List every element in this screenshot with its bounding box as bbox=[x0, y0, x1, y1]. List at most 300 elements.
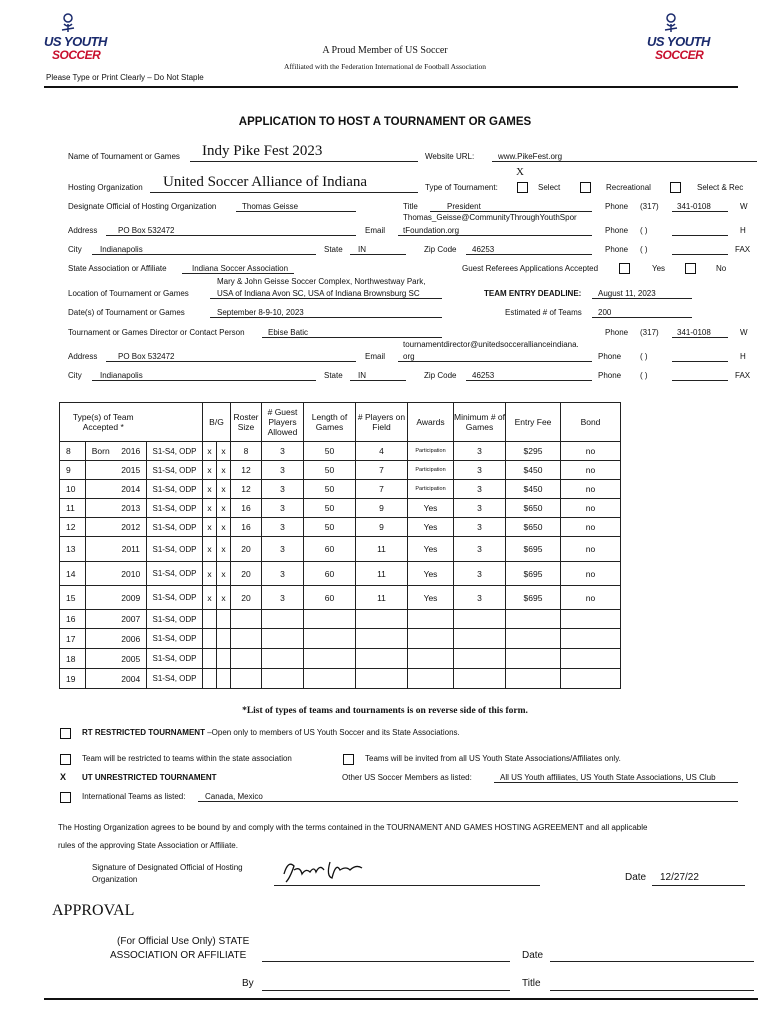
zip-line bbox=[466, 254, 592, 255]
phone-label: Phone bbox=[605, 328, 629, 337]
year-cell: 2013 bbox=[116, 499, 147, 518]
roster-cell[interactable]: 20 bbox=[231, 537, 262, 562]
guest-referees-no-checkbox[interactable] bbox=[685, 263, 696, 274]
age-cell: 16 bbox=[60, 610, 86, 629]
home-phone-area[interactable]: ( ) bbox=[640, 226, 648, 235]
type-select-mark: X bbox=[516, 166, 524, 178]
length-cell[interactable]: 60 bbox=[304, 537, 356, 562]
awards-cell[interactable] bbox=[408, 629, 454, 649]
min-games-cell[interactable]: 3 bbox=[454, 562, 506, 586]
age-cell: 17 bbox=[60, 629, 86, 649]
state-restricted-checkbox[interactable] bbox=[60, 754, 71, 765]
approval-by-line[interactable] bbox=[262, 990, 510, 991]
footer-rule bbox=[44, 998, 758, 1000]
guest-cell[interactable] bbox=[262, 669, 304, 689]
level-cell[interactable]: S1-S4, ODP bbox=[147, 442, 203, 461]
length-cell[interactable]: 50 bbox=[304, 480, 356, 499]
length-cell[interactable]: 60 bbox=[304, 562, 356, 586]
title-input[interactable]: President bbox=[447, 202, 481, 211]
director-state-input[interactable]: IN bbox=[358, 371, 366, 380]
table-row bbox=[60, 518, 621, 537]
bond-cell[interactable] bbox=[561, 649, 621, 669]
affiliation-line: Affiliated with the Federation International de Football Association bbox=[283, 62, 487, 71]
boys-cell[interactable]: x bbox=[203, 518, 217, 537]
age-cell: 14 bbox=[60, 562, 86, 586]
fax-label: FAX bbox=[735, 245, 751, 254]
age-cell: 8 bbox=[60, 442, 86, 461]
age-cell: 15 bbox=[60, 586, 86, 610]
invited-all-label: Teams will be invited from all US Youth State Associations/Affiliates only. bbox=[365, 754, 621, 763]
girls-cell[interactable] bbox=[217, 629, 231, 649]
awards-cell[interactable]: Yes bbox=[408, 537, 454, 562]
director-name-input[interactable]: Ebise Batic bbox=[268, 328, 309, 337]
type-select-checkbox[interactable] bbox=[517, 182, 528, 193]
year-cell: 2006 bbox=[116, 629, 147, 649]
approval-title-line[interactable] bbox=[550, 990, 754, 991]
min-games-cell[interactable] bbox=[454, 629, 506, 649]
roster-cell[interactable]: 8 bbox=[231, 442, 262, 461]
unrestricted-mark[interactable]: X bbox=[60, 772, 67, 782]
guest-cell[interactable]: 3 bbox=[262, 442, 304, 461]
min-games-cell[interactable]: 3 bbox=[454, 461, 506, 480]
length-cell[interactable] bbox=[304, 669, 356, 689]
girls-cell[interactable] bbox=[217, 610, 231, 629]
min-games-cell[interactable]: 3 bbox=[454, 586, 506, 610]
header-guest: # Guest Players Allowed bbox=[262, 403, 304, 442]
director-email-line2[interactable]: org bbox=[403, 352, 415, 361]
length-cell[interactable]: 60 bbox=[304, 586, 356, 610]
age-cell: 10 bbox=[60, 480, 86, 499]
restricted-label: RT RESTRICTED TOURNAMENT bbox=[82, 728, 205, 737]
level-cell[interactable]: S1-S4, ODP bbox=[147, 518, 203, 537]
header-roster: Roster Size bbox=[231, 403, 262, 442]
players-cell[interactable] bbox=[356, 629, 408, 649]
guest-cell[interactable]: 3 bbox=[262, 562, 304, 586]
players-cell[interactable]: 7 bbox=[356, 480, 408, 499]
fax-area[interactable]: ( ) bbox=[640, 245, 648, 254]
table-row bbox=[60, 610, 621, 629]
boys-cell[interactable]: x bbox=[203, 562, 217, 586]
boys-cell[interactable] bbox=[203, 610, 217, 629]
director-fax[interactable]: ( ) bbox=[640, 371, 648, 380]
age-cell: 13 bbox=[60, 537, 86, 562]
fee-cell[interactable]: $695 bbox=[506, 586, 561, 610]
level-cell[interactable]: S1-S4, ODP bbox=[147, 562, 203, 586]
form-title: APPLICATION TO HOST A TOURNAMENT OR GAMES bbox=[238, 116, 532, 128]
fee-cell[interactable]: $650 bbox=[506, 499, 561, 518]
dates-input[interactable]: September 8-9-10, 2023 bbox=[217, 308, 304, 317]
girls-cell[interactable]: x bbox=[217, 442, 231, 461]
bond-cell[interactable] bbox=[561, 629, 621, 649]
agreement-text-line2: rules of the approving State Association or Affiliate. bbox=[58, 841, 238, 850]
born-cell bbox=[86, 649, 116, 669]
official-name-input[interactable]: Thomas Geisse bbox=[242, 202, 299, 211]
year-cell: 2016 bbox=[116, 442, 147, 461]
city-label: City bbox=[68, 371, 82, 380]
signature-line bbox=[274, 885, 540, 886]
players-cell[interactable]: 9 bbox=[356, 499, 408, 518]
born-cell bbox=[86, 586, 116, 610]
boys-cell[interactable] bbox=[203, 629, 217, 649]
table-row bbox=[60, 649, 621, 669]
email-input-line2[interactable]: tFoundation.org bbox=[403, 226, 460, 235]
tournament-name-input[interactable]: Indy Pike Fest 2023 bbox=[202, 143, 323, 159]
bond-cell[interactable]: no bbox=[561, 461, 621, 480]
zip-input[interactable]: 46253 bbox=[472, 245, 495, 254]
guest-cell[interactable]: 3 bbox=[262, 461, 304, 480]
min-games-cell[interactable] bbox=[454, 610, 506, 629]
tournament-name-label: Name of Tournament or Games bbox=[68, 152, 180, 161]
hosting-org-input[interactable]: United Soccer Alliance of Indiana bbox=[163, 174, 368, 190]
girls-cell[interactable] bbox=[217, 669, 231, 689]
boys-cell[interactable] bbox=[203, 649, 217, 669]
international-checkbox[interactable] bbox=[60, 792, 71, 803]
approval-title-label: Title bbox=[522, 978, 541, 989]
unrestricted-label: UT UNRESTRICTED TOURNAMENT bbox=[82, 773, 217, 782]
roster-cell[interactable] bbox=[231, 629, 262, 649]
title-label: Title bbox=[403, 202, 418, 211]
players-cell[interactable] bbox=[356, 610, 408, 629]
min-games-cell[interactable] bbox=[454, 669, 506, 689]
fax-label: FAX bbox=[735, 371, 751, 380]
location-input-line1[interactable]: Mary & John Geisse Soccer Complex, Northwestway Park, bbox=[217, 277, 426, 286]
logo-text-top: US YOUTH bbox=[647, 34, 710, 49]
roster-cell[interactable] bbox=[231, 669, 262, 689]
min-games-cell[interactable]: 3 bbox=[454, 518, 506, 537]
tournament-type-label: Type of Tournament: bbox=[425, 183, 498, 192]
girls-cell[interactable]: x bbox=[217, 562, 231, 586]
address-line bbox=[106, 235, 356, 236]
born-cell bbox=[86, 669, 116, 689]
table-row bbox=[60, 562, 621, 586]
director-city-input[interactable]: Indianapolis bbox=[100, 371, 143, 380]
players-cell[interactable]: 11 bbox=[356, 586, 408, 610]
location-line bbox=[210, 298, 442, 299]
length-cell[interactable] bbox=[304, 610, 356, 629]
fee-cell[interactable]: $650 bbox=[506, 518, 561, 537]
length-cell[interactable] bbox=[304, 629, 356, 649]
director-phone-area[interactable]: (317) bbox=[640, 328, 659, 337]
level-cell[interactable]: S1-S4, ODP bbox=[147, 480, 203, 499]
table-row bbox=[60, 586, 621, 610]
girls-cell[interactable]: x bbox=[217, 518, 231, 537]
director-home-phone[interactable]: ( ) bbox=[640, 352, 648, 361]
director-email-line1[interactable]: tournamentdirector@unitedsoccerallianceindiana. bbox=[403, 340, 579, 349]
players-cell[interactable]: 9 bbox=[356, 518, 408, 537]
approval-date-line[interactable] bbox=[550, 961, 754, 962]
age-cell: 12 bbox=[60, 518, 86, 537]
length-cell[interactable]: 50 bbox=[304, 461, 356, 480]
city-label: City bbox=[68, 245, 82, 254]
director-phone-number[interactable]: 341-0108 bbox=[677, 328, 711, 337]
fee-cell[interactable] bbox=[506, 610, 561, 629]
logo-left bbox=[42, 12, 112, 64]
city-line bbox=[92, 254, 316, 255]
bond-cell[interactable]: no bbox=[561, 499, 621, 518]
awards-cell[interactable]: Yes bbox=[408, 518, 454, 537]
association-label: State Association or Affiliate bbox=[68, 264, 167, 273]
players-cell[interactable] bbox=[356, 649, 408, 669]
official-phone-area[interactable]: (317) bbox=[640, 202, 659, 211]
state-input[interactable]: IN bbox=[358, 245, 366, 254]
guest-cell[interactable]: 3 bbox=[262, 537, 304, 562]
phone-line bbox=[672, 361, 728, 362]
phone-label: Phone bbox=[605, 202, 629, 211]
deadline-input[interactable]: August 11, 2023 bbox=[598, 289, 656, 298]
estimated-teams-label: Estimated # of Teams bbox=[505, 308, 582, 317]
hosting-org-line bbox=[150, 192, 418, 193]
fee-cell[interactable]: $695 bbox=[506, 537, 561, 562]
bond-cell[interactable]: no bbox=[561, 480, 621, 499]
boys-cell[interactable]: x bbox=[203, 537, 217, 562]
phone-label: Phone bbox=[598, 352, 622, 361]
table-row bbox=[60, 537, 621, 562]
restricted-checkbox[interactable] bbox=[60, 728, 71, 739]
official-phone-number[interactable]: 341-0108 bbox=[677, 202, 711, 211]
international-input[interactable]: Canada, Mexico bbox=[205, 792, 263, 801]
awards-cell[interactable]: Participation bbox=[408, 480, 454, 499]
awards-cell[interactable]: Participation bbox=[408, 461, 454, 480]
born-cell bbox=[86, 610, 116, 629]
type-select-label: Select bbox=[538, 183, 561, 192]
signature-icon bbox=[280, 856, 370, 886]
year-cell: 2007 bbox=[116, 610, 147, 629]
length-cell[interactable]: 50 bbox=[304, 499, 356, 518]
logo-right bbox=[645, 12, 715, 64]
header-bond: Bond bbox=[561, 403, 621, 442]
players-cell[interactable]: 11 bbox=[356, 562, 408, 586]
state-restricted-label: Team will be restricted to teams within the state association bbox=[82, 754, 292, 763]
phone-label: Phone bbox=[605, 245, 629, 254]
boys-cell[interactable]: x bbox=[203, 586, 217, 610]
bond-cell[interactable] bbox=[561, 669, 621, 689]
level-cell[interactable]: S1-S4, ODP bbox=[147, 461, 203, 480]
girls-cell[interactable]: x bbox=[217, 586, 231, 610]
level-cell[interactable]: S1-S4, ODP bbox=[147, 586, 203, 610]
level-cell[interactable]: S1-S4, ODP bbox=[147, 629, 203, 649]
bond-cell[interactable]: no bbox=[561, 518, 621, 537]
awards-cell[interactable]: Yes bbox=[408, 586, 454, 610]
teams-table bbox=[59, 402, 621, 689]
guest-cell[interactable] bbox=[262, 629, 304, 649]
official-name-line bbox=[236, 211, 356, 212]
work-label: W bbox=[740, 202, 748, 211]
level-cell[interactable]: S1-S4, ODP bbox=[147, 499, 203, 518]
girls-cell[interactable] bbox=[217, 649, 231, 669]
guest-cell[interactable]: 3 bbox=[262, 499, 304, 518]
estimated-teams-input[interactable]: 200 bbox=[598, 308, 612, 317]
hosting-org-label: Hosting Organization bbox=[68, 183, 143, 192]
title-line bbox=[430, 211, 592, 212]
international-line bbox=[198, 801, 738, 802]
year-cell: 2005 bbox=[116, 649, 147, 669]
other-members-input[interactable]: All US Youth affiliates, US Youth State Associations, US Club bbox=[500, 773, 716, 782]
phone-label: Phone bbox=[598, 371, 622, 380]
fee-cell[interactable]: $450 bbox=[506, 461, 561, 480]
phone-line bbox=[672, 380, 728, 381]
city-line bbox=[92, 380, 316, 381]
age-cell: 9 bbox=[60, 461, 86, 480]
table-row bbox=[60, 480, 621, 499]
born-cell: Born bbox=[86, 442, 116, 461]
length-cell[interactable]: 50 bbox=[304, 518, 356, 537]
born-cell bbox=[86, 499, 116, 518]
players-cell[interactable]: 4 bbox=[356, 442, 408, 461]
email-label: Email bbox=[365, 226, 386, 235]
year-cell: 2014 bbox=[116, 480, 147, 499]
director-label: Tournament or Games Director or Contact Person bbox=[68, 328, 245, 337]
no-label: No bbox=[716, 264, 727, 273]
level-cell[interactable]: S1-S4, ODP bbox=[147, 610, 203, 629]
awards-cell[interactable] bbox=[408, 669, 454, 689]
guest-cell[interactable] bbox=[262, 649, 304, 669]
length-cell[interactable]: 50 bbox=[304, 442, 356, 461]
estimated-teams-line bbox=[592, 317, 692, 318]
fee-cell[interactable] bbox=[506, 669, 561, 689]
roster-cell[interactable] bbox=[231, 610, 262, 629]
official-label: Designate Official of Hosting Organization bbox=[68, 202, 217, 211]
deadline-line bbox=[592, 298, 692, 299]
girls-cell[interactable]: x bbox=[217, 461, 231, 480]
bond-cell[interactable]: no bbox=[561, 537, 621, 562]
association-signature-line[interactable] bbox=[262, 961, 510, 962]
address-input[interactable]: PO Box 532472 bbox=[118, 226, 175, 235]
bond-cell[interactable]: no bbox=[561, 562, 621, 586]
dates-label: Date(s) of Tournament or Games bbox=[68, 308, 185, 317]
guest-cell[interactable]: 3 bbox=[262, 480, 304, 499]
director-address-input[interactable]: PO Box 532472 bbox=[118, 352, 175, 361]
fee-cell[interactable] bbox=[506, 629, 561, 649]
approval-date-label: Date bbox=[522, 950, 544, 961]
roster-cell[interactable]: 20 bbox=[231, 562, 262, 586]
director-zip-input[interactable]: 46253 bbox=[472, 371, 495, 380]
players-cell[interactable]: 11 bbox=[356, 537, 408, 562]
min-games-cell[interactable] bbox=[454, 649, 506, 669]
awards-cell[interactable]: Yes bbox=[408, 562, 454, 586]
address-label: Address bbox=[68, 226, 98, 235]
guest-cell[interactable]: 3 bbox=[262, 518, 304, 537]
work-label: W bbox=[740, 328, 748, 337]
girls-cell[interactable]: x bbox=[217, 537, 231, 562]
tournament-name-line bbox=[190, 161, 418, 162]
logo-text-top: US YOUTH bbox=[44, 34, 107, 49]
awards-cell[interactable]: Yes bbox=[408, 499, 454, 518]
level-cell[interactable]: S1-S4, ODP bbox=[147, 537, 203, 562]
boys-cell[interactable]: x bbox=[203, 480, 217, 499]
roster-cell[interactable]: 12 bbox=[231, 480, 262, 499]
signature-date-input[interactable]: 12/27/22 bbox=[660, 872, 699, 883]
roster-cell[interactable]: 16 bbox=[231, 518, 262, 537]
table-row bbox=[60, 669, 621, 689]
header-type: Type(s) of Team Accepted * bbox=[60, 403, 147, 442]
official-use-label-line1: (For Official Use Only) STATE bbox=[117, 936, 250, 947]
restricted-description: –Open only to members of US Youth Soccer and its State Associations. bbox=[204, 728, 460, 737]
international-label: International Teams as listed: bbox=[82, 792, 186, 801]
girls-cell[interactable]: x bbox=[217, 480, 231, 499]
year-cell: 2004 bbox=[116, 669, 147, 689]
roster-cell[interactable] bbox=[231, 649, 262, 669]
born-cell bbox=[86, 518, 116, 537]
boys-cell[interactable] bbox=[203, 669, 217, 689]
phone-line bbox=[672, 235, 728, 236]
state-label: State bbox=[324, 245, 343, 254]
boys-cell[interactable]: x bbox=[203, 461, 217, 480]
zip-line bbox=[466, 380, 592, 381]
type-select-rec-checkbox[interactable] bbox=[670, 182, 681, 193]
fee-cell[interactable]: $695 bbox=[506, 562, 561, 586]
bond-cell[interactable]: no bbox=[561, 442, 621, 461]
born-cell bbox=[86, 629, 116, 649]
roster-cell[interactable]: 20 bbox=[231, 586, 262, 610]
table-header-row bbox=[60, 403, 621, 442]
min-games-cell[interactable]: 3 bbox=[454, 442, 506, 461]
bond-cell[interactable]: no bbox=[561, 586, 621, 610]
min-games-cell[interactable]: 3 bbox=[454, 480, 506, 499]
table-row bbox=[60, 499, 621, 518]
type-recreational-checkbox[interactable] bbox=[580, 182, 591, 193]
awards-cell[interactable] bbox=[408, 610, 454, 629]
level-cell[interactable]: S1-S4, ODP bbox=[147, 669, 203, 689]
level-cell[interactable]: S1-S4, ODP bbox=[147, 649, 203, 669]
roster-cell[interactable]: 16 bbox=[231, 499, 262, 518]
email-input-line1[interactable]: Thomas_Geisse@CommunityThroughYouthSpor bbox=[403, 213, 577, 222]
website-label: Website URL: bbox=[425, 152, 475, 161]
awards-cell[interactable]: Participation bbox=[408, 442, 454, 461]
boys-cell[interactable]: x bbox=[203, 442, 217, 461]
boys-cell[interactable]: x bbox=[203, 499, 217, 518]
bond-cell[interactable] bbox=[561, 610, 621, 629]
city-input[interactable]: Indianapolis bbox=[100, 245, 143, 254]
length-cell[interactable] bbox=[304, 649, 356, 669]
min-games-cell[interactable]: 3 bbox=[454, 499, 506, 518]
girls-cell[interactable]: x bbox=[217, 499, 231, 518]
table-row bbox=[60, 461, 621, 480]
yes-label: Yes bbox=[652, 264, 666, 273]
min-games-cell[interactable]: 3 bbox=[454, 537, 506, 562]
players-cell[interactable] bbox=[356, 669, 408, 689]
approval-by-label: By bbox=[242, 978, 254, 989]
roster-cell[interactable]: 12 bbox=[231, 461, 262, 480]
header-rule bbox=[44, 86, 738, 88]
guest-cell[interactable] bbox=[262, 610, 304, 629]
invited-all-checkbox[interactable] bbox=[343, 754, 354, 765]
header-min-games: Minimum # of Games bbox=[454, 403, 506, 442]
website-input[interactable]: www.PikeFest.org bbox=[498, 152, 563, 161]
zip-label: Zip Code bbox=[424, 371, 457, 380]
fee-cell[interactable] bbox=[506, 649, 561, 669]
print-instruction: Please Type or Print Clearly – Do Not Staple bbox=[46, 73, 204, 82]
association-input[interactable]: Indiana Soccer Association bbox=[192, 264, 289, 273]
type-select-rec-label: Select & Rec bbox=[697, 183, 744, 192]
location-input-line2[interactable]: USA of Indiana Avon SC, USA of Indiana Brownsburg SC bbox=[217, 289, 420, 298]
players-cell[interactable]: 7 bbox=[356, 461, 408, 480]
phone-line bbox=[672, 337, 728, 338]
fee-cell[interactable]: $450 bbox=[506, 480, 561, 499]
signature-date-label: Date bbox=[625, 872, 647, 883]
born-cell bbox=[86, 562, 116, 586]
type-recreational-label: Recreational bbox=[606, 183, 651, 192]
deadline-label: TEAM ENTRY DEADLINE: bbox=[484, 289, 582, 298]
header-fee: Entry Fee bbox=[506, 403, 561, 442]
guest-cell[interactable]: 3 bbox=[262, 586, 304, 610]
guest-referees-yes-checkbox[interactable] bbox=[619, 263, 630, 274]
address-line bbox=[106, 361, 356, 362]
email-line bbox=[398, 361, 592, 362]
dates-line bbox=[210, 317, 442, 318]
state-line bbox=[350, 254, 406, 255]
fee-cell[interactable]: $295 bbox=[506, 442, 561, 461]
awards-cell[interactable] bbox=[408, 649, 454, 669]
